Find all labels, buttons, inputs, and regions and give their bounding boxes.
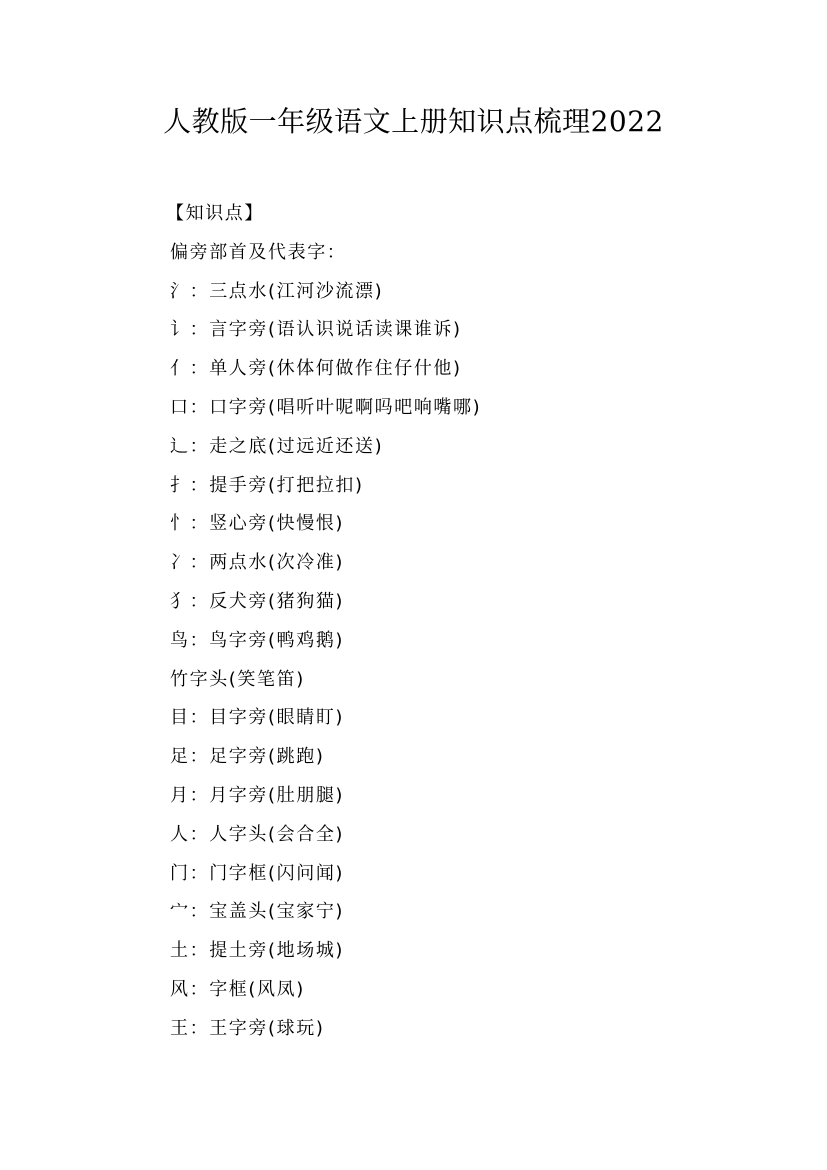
radical-line: 人：人字头(会合全) bbox=[170, 823, 345, 845]
radical-line: 月：月字旁(肚朋腿) bbox=[170, 784, 345, 806]
radical-line: 扌：提手旁(打把拉扣) bbox=[170, 474, 364, 496]
radical-line: 风：字框(风凤) bbox=[170, 978, 305, 1000]
radical-line: 忄：竖心旁(快慢恨) bbox=[170, 513, 345, 535]
radical-line: 土：提土旁(地场城) bbox=[170, 940, 345, 962]
radical-line: 目：目字旁(眼睛盯) bbox=[170, 707, 345, 729]
radical-line: 口：口字旁(唱听叶呢啊吗吧响嘴哪) bbox=[170, 396, 482, 418]
radical-line: 宀：宝盖头(宝家宁) bbox=[170, 901, 345, 923]
radical-line: 亻：单人旁(休体何做作住仔什他) bbox=[170, 358, 462, 380]
radical-line: 冫：两点水(次冷准) bbox=[170, 552, 345, 574]
document-title: 人教版一年级语文上册知识点梳理2022 bbox=[163, 105, 664, 138]
radical-line: 鸟：鸟字旁(鸭鸡鹅) bbox=[170, 629, 345, 651]
section-heading: 【知识点】 bbox=[166, 203, 264, 224]
radical-line: 王：王字旁(球玩) bbox=[170, 1017, 325, 1039]
radical-line: 氵：三点水(江河沙流漂) bbox=[170, 280, 384, 302]
radical-line: 辶：走之底(过远近还送) bbox=[170, 435, 384, 457]
radical-line: 竹字头(笑笔笛) bbox=[170, 668, 305, 690]
radical-line: 足：足字旁(跳跑) bbox=[170, 746, 325, 768]
intro-line: 偏旁部首及代表字： bbox=[170, 241, 347, 263]
document-body bbox=[166, 195, 770, 1049]
radical-line: 讠：言字旁(语认识说话读课谁诉) bbox=[170, 319, 462, 341]
radical-line: 门：门字框(闪问闻) bbox=[170, 862, 345, 884]
radical-line: 犭：反犬旁(猪狗猫) bbox=[170, 590, 345, 612]
